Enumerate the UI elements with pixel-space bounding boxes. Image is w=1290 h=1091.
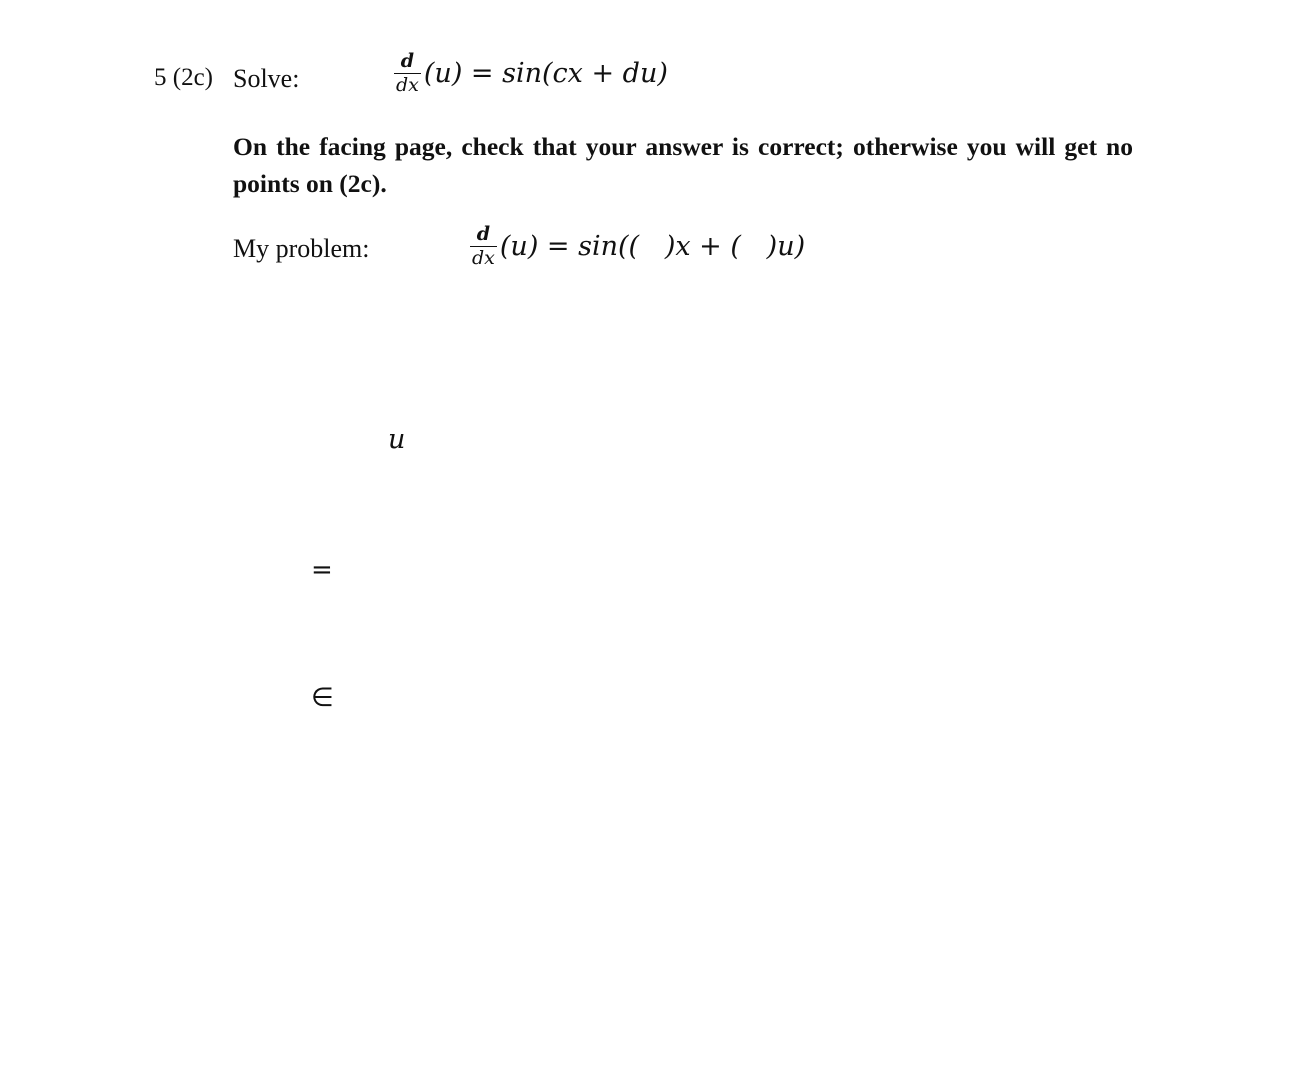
problem-equation — [394, 52, 668, 95]
fraction-denominator: dx — [472, 247, 495, 269]
derivative-fraction — [394, 52, 421, 95]
equation-rhs: (u) = sin(cx + du) — [423, 58, 668, 89]
equation-rhs: (u) = sin(( )x + ( )u) — [499, 231, 806, 262]
equals-symbol: = — [311, 555, 333, 585]
my-problem-equation — [470, 225, 805, 268]
instruction-text: On the facing page, check that your answer is correct; otherwise you will get no points on (2c). — [233, 132, 1133, 198]
fraction-denominator: dx — [396, 74, 419, 96]
my-problem-label: My problem: — [233, 234, 370, 263]
derivative-fraction — [470, 225, 497, 268]
element-of-symbol: ∈ — [311, 683, 334, 713]
work-variable-u: u — [388, 424, 406, 455]
solve-label: Solve: — [233, 64, 300, 93]
fraction-numerator: d — [476, 223, 491, 245]
fraction-numerator: d — [400, 50, 415, 72]
problem-number: 5 (2c) — [154, 64, 213, 91]
